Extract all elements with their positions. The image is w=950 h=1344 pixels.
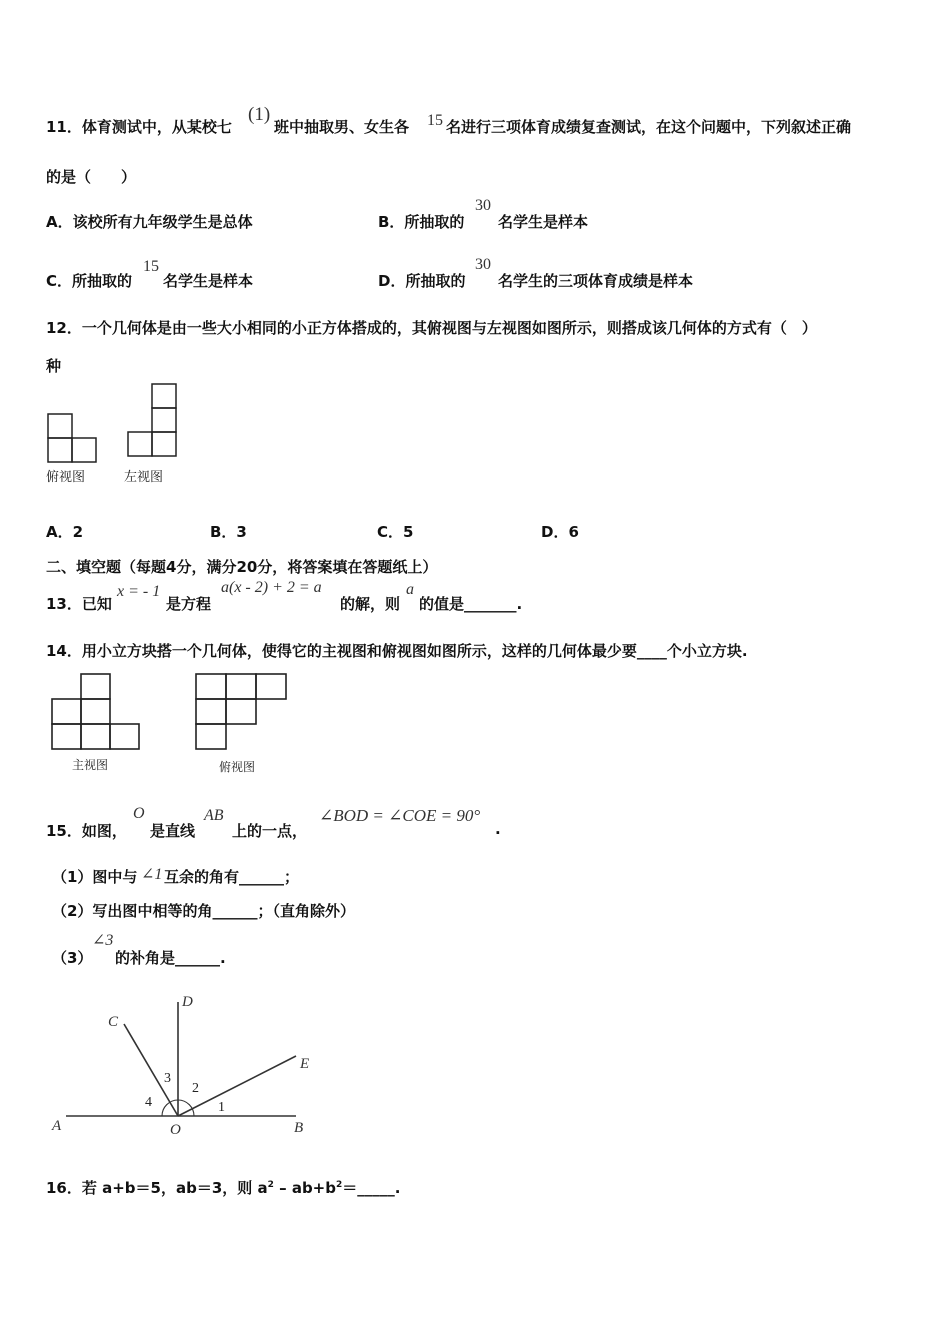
angle-label-1: 1 — [218, 1100, 225, 1115]
angle-label-4: 4 — [145, 1095, 152, 1110]
q11-option-b-num: 30 — [475, 197, 491, 214]
q12-left-view-figure — [128, 382, 178, 460]
q15-condition: ∠BOD = ∠COE = 90° — [319, 806, 481, 825]
q12-left-view-caption: 左视图 — [124, 470, 164, 485]
q11-stem-c: 名进行三项体育成绩复查测试，在这个问题中，下列叙述正确 — [446, 118, 852, 136]
q11-option-d-b: 名学生的三项体育成绩是样本 — [498, 272, 694, 290]
q13-text-c: 的解，则 — [340, 595, 401, 613]
q11-option-d-num: 30 — [475, 256, 491, 273]
q11-option-c-num: 15 — [143, 258, 159, 275]
q14-top-view-figure — [194, 672, 288, 752]
q15-part3-b: 的补角是______. — [115, 949, 226, 967]
q15-part1-b: 互余的角有______； — [164, 868, 300, 886]
q11-option-d-a: D．所抽取的 — [378, 272, 466, 290]
q12-stem-b: 种 — [46, 357, 62, 375]
q16-text-c: ＝_____. — [342, 1179, 401, 1197]
q11-option-c-a: C．所抽取的 — [46, 272, 133, 290]
label-o: O — [170, 1122, 181, 1138]
q13-text-d: 的值是_______. — [419, 595, 523, 613]
label-a: A — [52, 1118, 62, 1134]
q14-top-view-caption: 俯视图 — [219, 760, 256, 774]
q14-stem: 14．用小立方块搭一个几何体，使得它的主视图和俯视图如图所示，这样的几何体最少要____个小立方块. — [46, 642, 748, 660]
q11-class-paren: (1) — [248, 104, 271, 125]
q12-top-view-figure — [46, 410, 98, 462]
q15-text-b: 是直线 — [150, 822, 196, 840]
q13-var: a — [406, 581, 414, 598]
q11-option-c-b: 名学生是样本 — [163, 272, 254, 290]
q13-eq2: a(x - 2) + 2 = a — [221, 579, 322, 596]
angle-label-3: 3 — [164, 1071, 171, 1086]
q11-option-b-b: 名学生是样本 — [498, 213, 589, 231]
q15-point-o: O — [133, 805, 145, 822]
q16-text-b: – ab+b — [273, 1179, 336, 1197]
section-heading: 二、填空题（每题4分，满分20分，将答案填在答题纸上） — [46, 558, 438, 576]
angle-label-2: 2 — [192, 1081, 199, 1096]
q12-option-b: B．3 — [210, 523, 247, 541]
q15-part2: （2）写出图中相等的角______；（直角除外） — [52, 902, 355, 920]
q14-front-view-figure — [50, 672, 142, 752]
q11-count: 15 — [427, 112, 443, 129]
q11-stem-b: 班中抽取男、女生各 — [274, 118, 410, 136]
label-b: B — [294, 1120, 304, 1136]
label-d: D — [182, 994, 193, 1010]
q16-text-a: 16．若 a+b＝5，ab＝3，则 a — [46, 1179, 268, 1197]
q15-part3-angle: ∠3 — [92, 932, 114, 949]
q11-option-b-a: B．所抽取的 — [378, 213, 465, 231]
q16-sup1: 2 — [267, 1180, 274, 1190]
q15-line-ab: AB — [204, 807, 224, 824]
label-e: E — [300, 1056, 310, 1072]
q12-stem-a: 12．一个几何体是由一些大小相同的小正方体搭成的，其俯视图与左视图如图所示，则搭成该几何体的方式有（ ） — [46, 319, 817, 337]
q11-stem-d: 的是（ ） — [46, 168, 137, 186]
label-c: C — [108, 1014, 119, 1030]
q15-part3-a: （3） — [52, 949, 93, 967]
q12-option-c: C．5 — [377, 523, 414, 541]
q16 — [46, 1177, 400, 1198]
q15-part1-angle: ∠1 — [141, 866, 163, 883]
q13-text-a: 13．已知 — [46, 595, 112, 613]
q15-text-c: 上的一点， — [232, 822, 308, 840]
q12-option-d: D．6 — [541, 523, 579, 541]
q12-option-a: A．2 — [46, 523, 84, 541]
q11-option-a: A．该校所有九年级学生是总体 — [46, 213, 253, 231]
q14-front-view-caption: 主视图 — [72, 758, 109, 772]
q11-stem-a: 11．体育测试中，从某校七 — [46, 118, 232, 136]
q15-period: . — [495, 820, 501, 838]
q12-top-view-caption: 俯视图 — [46, 470, 86, 485]
q13-text-b: 是方程 — [166, 595, 212, 613]
q15-text-a: 15．如图， — [46, 822, 127, 840]
q15-angle-figure — [46, 988, 326, 1138]
q15-part1-a: （1）图中与 — [52, 868, 138, 886]
q16-sup2: 2 — [335, 1180, 343, 1190]
q13-eq1: x = - 1 — [117, 583, 161, 600]
